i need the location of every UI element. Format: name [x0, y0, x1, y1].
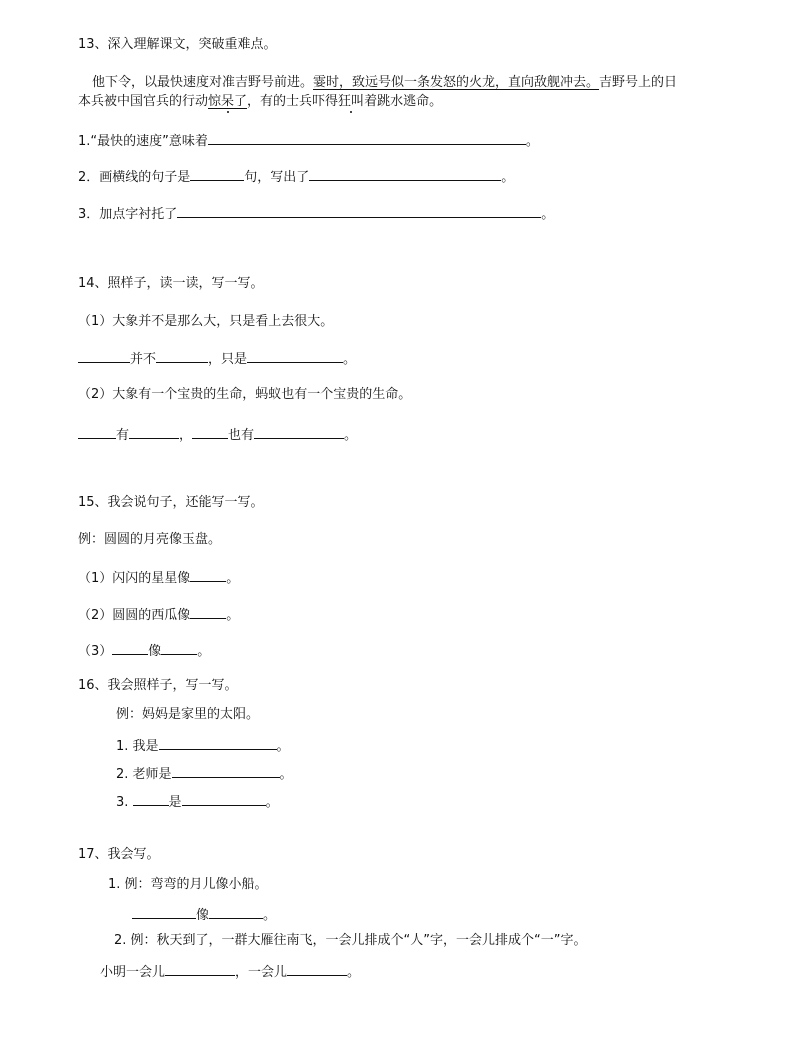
answer-blank[interactable] [309, 166, 501, 181]
q13-passage-line1: 他下令，以最快速度对准吉野号前进。霎时，致远号似一条发怒的火龙，直向敌舰冲去。吉野号上的日 [92, 75, 678, 90]
q13-dotted-word-1: 惊呆了 [208, 94, 248, 109]
q15-title: 15、我会说句子，还能写一写。 [78, 495, 264, 510]
answer-blank[interactable] [190, 567, 226, 582]
answer-blank[interactable] [161, 640, 197, 655]
q15-example: 例：圆圆的月亮像玉盘。 [78, 532, 222, 547]
q15-item-3: （3） 像 。 [78, 640, 210, 661]
q13-item-1: 1.“最快的速度”意味着 。 [78, 130, 539, 151]
answer-blank[interactable] [254, 424, 344, 439]
answer-blank[interactable] [133, 791, 169, 806]
answer-blank[interactable] [112, 640, 148, 655]
answer-blank[interactable] [129, 424, 179, 439]
q16-item-3: 3. 是 。 [116, 791, 279, 812]
answer-blank[interactable] [132, 904, 196, 919]
q17-example-1: 1. 例：弯弯的月儿像小船。 [108, 877, 268, 892]
q17-title: 17、我会写。 [78, 847, 160, 862]
answer-blank[interactable] [159, 735, 277, 750]
q16-example: 例：妈妈是家里的太阳。 [116, 707, 260, 722]
q15-item-1: （1）闪闪的星星像 。 [78, 567, 239, 588]
answer-blank[interactable] [165, 961, 235, 976]
answer-blank[interactable] [182, 791, 266, 806]
q16-item-2: 2. 老师是 。 [116, 763, 293, 784]
answer-blank[interactable] [172, 763, 280, 778]
q14-fill-2: 有 ， 也有 。 [78, 424, 357, 445]
answer-blank[interactable] [190, 166, 244, 181]
q13-underlined-sentence: 霎时，致远号似一条发怒的火龙，直向敌舰冲去。 [313, 75, 600, 90]
q17-fill-1: 像 。 [132, 904, 276, 925]
q14-title: 14、照样子，读一读，写一写。 [78, 276, 264, 291]
q13-title: 13、深入理解课文，突破重难点。 [78, 37, 277, 52]
answer-blank[interactable] [177, 203, 541, 218]
q14-example-2: （2）大象有一个宝贵的生命，蚂蚁也有一个宝贵的生命。 [78, 387, 412, 402]
answer-blank[interactable] [190, 604, 226, 619]
answer-blank[interactable] [78, 424, 116, 439]
q15-item-2: （2）圆圆的西瓜像 。 [78, 604, 239, 625]
q16-title: 16、我会照样子，写一写。 [78, 678, 238, 693]
answer-blank[interactable] [247, 348, 343, 363]
answer-blank[interactable] [78, 348, 130, 363]
q14-example-1: （1）大象并不是那么大，只是看上去很大。 [78, 314, 334, 329]
q16-item-1: 1. 我是 。 [116, 735, 290, 756]
q17-fill-2: 小明一会儿 ，一会儿 。 [100, 961, 360, 982]
answer-blank[interactable] [208, 130, 526, 145]
q13-item-2: 2．画横线的句子是 句，写出了 。 [78, 166, 514, 187]
answer-blank[interactable] [156, 348, 208, 363]
q13-dotted-word-2: 狂叫 [338, 94, 365, 109]
answer-blank[interactable] [192, 424, 228, 439]
q13-item-3: 3．加点字衬托了 。 [78, 203, 554, 224]
answer-blank[interactable] [209, 904, 263, 919]
q17-example-2: 2. 例：秋天到了，一群大雁往南飞，一会儿排成个“人”字，一会儿排成个“一”字。 [114, 933, 587, 948]
q14-fill-1: 并不 ，只是 。 [78, 348, 356, 369]
answer-blank[interactable] [287, 961, 347, 976]
q13-passage-line2: 本兵被中国官兵的行动惊呆了，有的士兵吓得狂叫着跳水逃命。 [78, 94, 443, 109]
